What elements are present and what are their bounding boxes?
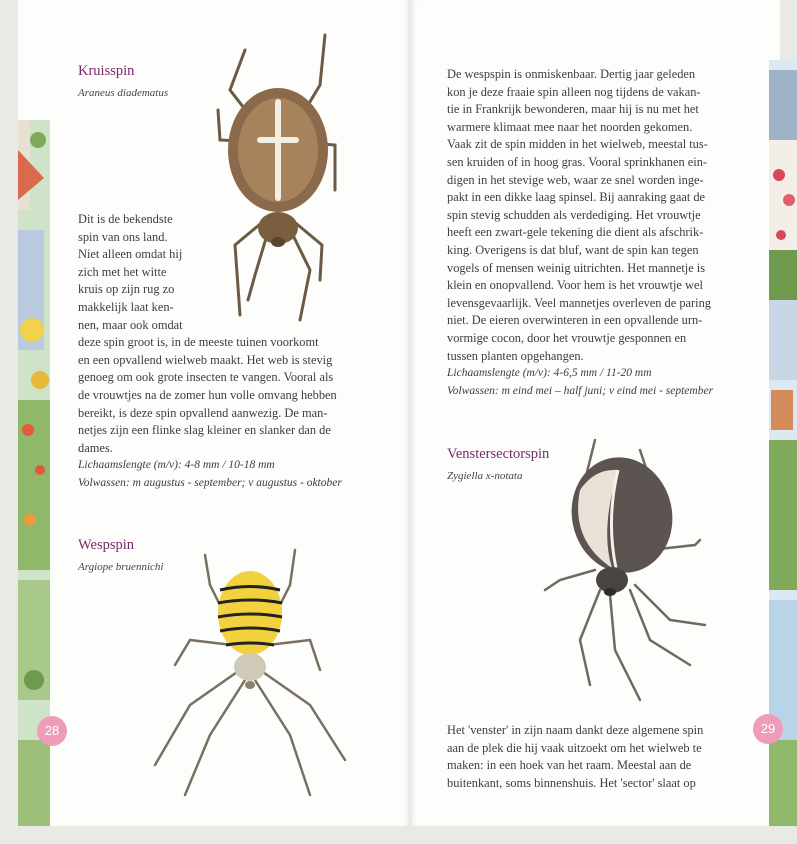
text-line: genoeg om ook grote insecten te vangen. Vooral als: [78, 370, 334, 385]
text-line: Het 'venster' in zijn naam dankt deze algemene spin: [447, 723, 704, 737]
text-line: de vrouwtjes na de zomer hun volle omvang hebben: [78, 387, 337, 402]
kruisspin-heading: Kruisspin: [78, 63, 135, 79]
text-line: bereikt, is deze spin opvallend aanwezig. De man-: [78, 405, 328, 420]
text-line: tie in Frankrijk bewonderen, maar hij is nu met het: [447, 102, 699, 117]
text-line: digen in het stevige web, waar ze snel worden inge-: [447, 172, 704, 187]
text-line: dames.: [78, 440, 113, 455]
text-line: nen, maar ook omdat: [78, 317, 183, 332]
venstersectorspin-heading: Venstersectorspin: [447, 446, 550, 462]
kruisspin-adult-season: Volwassen: m augustus - september; v augustus - oktober: [78, 476, 342, 489]
text-line: tussen planten opgehangen.: [447, 348, 584, 363]
wespspin-description: [447, 66, 713, 400]
text-line: levensgevaarlijk. Veel mannetjes overleven de paring: [447, 295, 712, 310]
text-line: king. Overigens is dat bluf, want de spin kan tegen: [447, 242, 699, 257]
venstersectorspin-latin-name: Zygiella x-notata: [447, 470, 523, 482]
text-line: heeft een zwart-gele tekening die dient als afschrik-: [447, 225, 704, 240]
venstersectorspin-illustration: [540, 440, 720, 710]
wespspin-heading: Wespspin: [78, 537, 135, 553]
wespspin-adult-season: Volwassen: m eind mei – half juni; v eind mei - september: [447, 384, 714, 397]
garden-illustration-left: [18, 0, 50, 826]
kruisspin-latin-name: Araneus diadematus: [78, 87, 169, 99]
text-line: De wespspin is onmiskenbaar. Dertig jaar geleden: [447, 67, 696, 81]
page-number-right: 29: [753, 714, 783, 744]
text-line: kruis op zijn rug zo: [78, 282, 175, 297]
wespspin-body-length: Lichaamslengte (m/v): 4-6,5 mm / 11-20 mm: [447, 367, 652, 380]
text-line: sen kruiden of in hoog gras. Vooral sprinkhanen ein-: [447, 154, 708, 169]
text-line: vogels of mensen weinig uitrichten. Het mannetje is: [447, 260, 706, 275]
kruisspin-body-length: Lichaamslengte (m/v): 4-8 mm / 10-18 mm: [78, 459, 275, 472]
text-line: Niet alleen omdat hij: [78, 247, 183, 262]
text-line: niet. De eieren overwinteren in een opvallende urn-: [447, 313, 703, 328]
text-line: pakt in een dikke laag spinsel. Bij aanraking gaat de: [447, 190, 706, 205]
text-line: maken: in een hoek van het raam. Meestal aan de: [447, 758, 692, 773]
text-line: spin van ons land.: [78, 229, 168, 244]
text-line: warmere klimaat mee naar het noorden gekomen.: [447, 119, 693, 134]
text-line: makkelijk laat ken-: [78, 299, 174, 314]
text-line: klein en onopvallend. Voor hem is het vrouwtje wel: [447, 278, 703, 293]
text-line: en een opvallend wielweb maakt. Het web is stevig: [78, 352, 333, 367]
text-line: netjes zijn een flinke slag kleiner en slanker dan de: [78, 423, 331, 438]
text-line: vormige cocon, door het vrouwtje gesponnen en: [447, 330, 687, 345]
text-line: spin stevig schudden als verdediging. Het vrouwtje: [447, 207, 701, 222]
garden-illustration-right: [769, 0, 797, 826]
text-line: kon je deze fraaie spin alleen nog tijdens de vakan-: [447, 84, 701, 99]
kruisspin-illustration: [200, 30, 350, 330]
text-line: Vaak zit de spin midden in het wielweb, meestal tus-: [447, 137, 708, 152]
text-line: buitenkant, soms binnenshuis. Het 'sector' slaat op: [447, 775, 696, 790]
venstersectorspin-description: [447, 722, 703, 792]
wespspin-latin-name: Argiope bruennichi: [78, 561, 164, 573]
page-number-left: 28: [37, 716, 67, 746]
text-line: deze spin groot is, in de meeste tuinen voorkomt: [78, 335, 319, 350]
text-line: Dit is de bekendste: [78, 212, 173, 226]
text-line: aan de plek die hij vaak uitzoekt om het wielweb te: [447, 740, 702, 755]
wespspin-illustration: [150, 545, 350, 805]
text-line: zich met het witte: [78, 264, 167, 279]
